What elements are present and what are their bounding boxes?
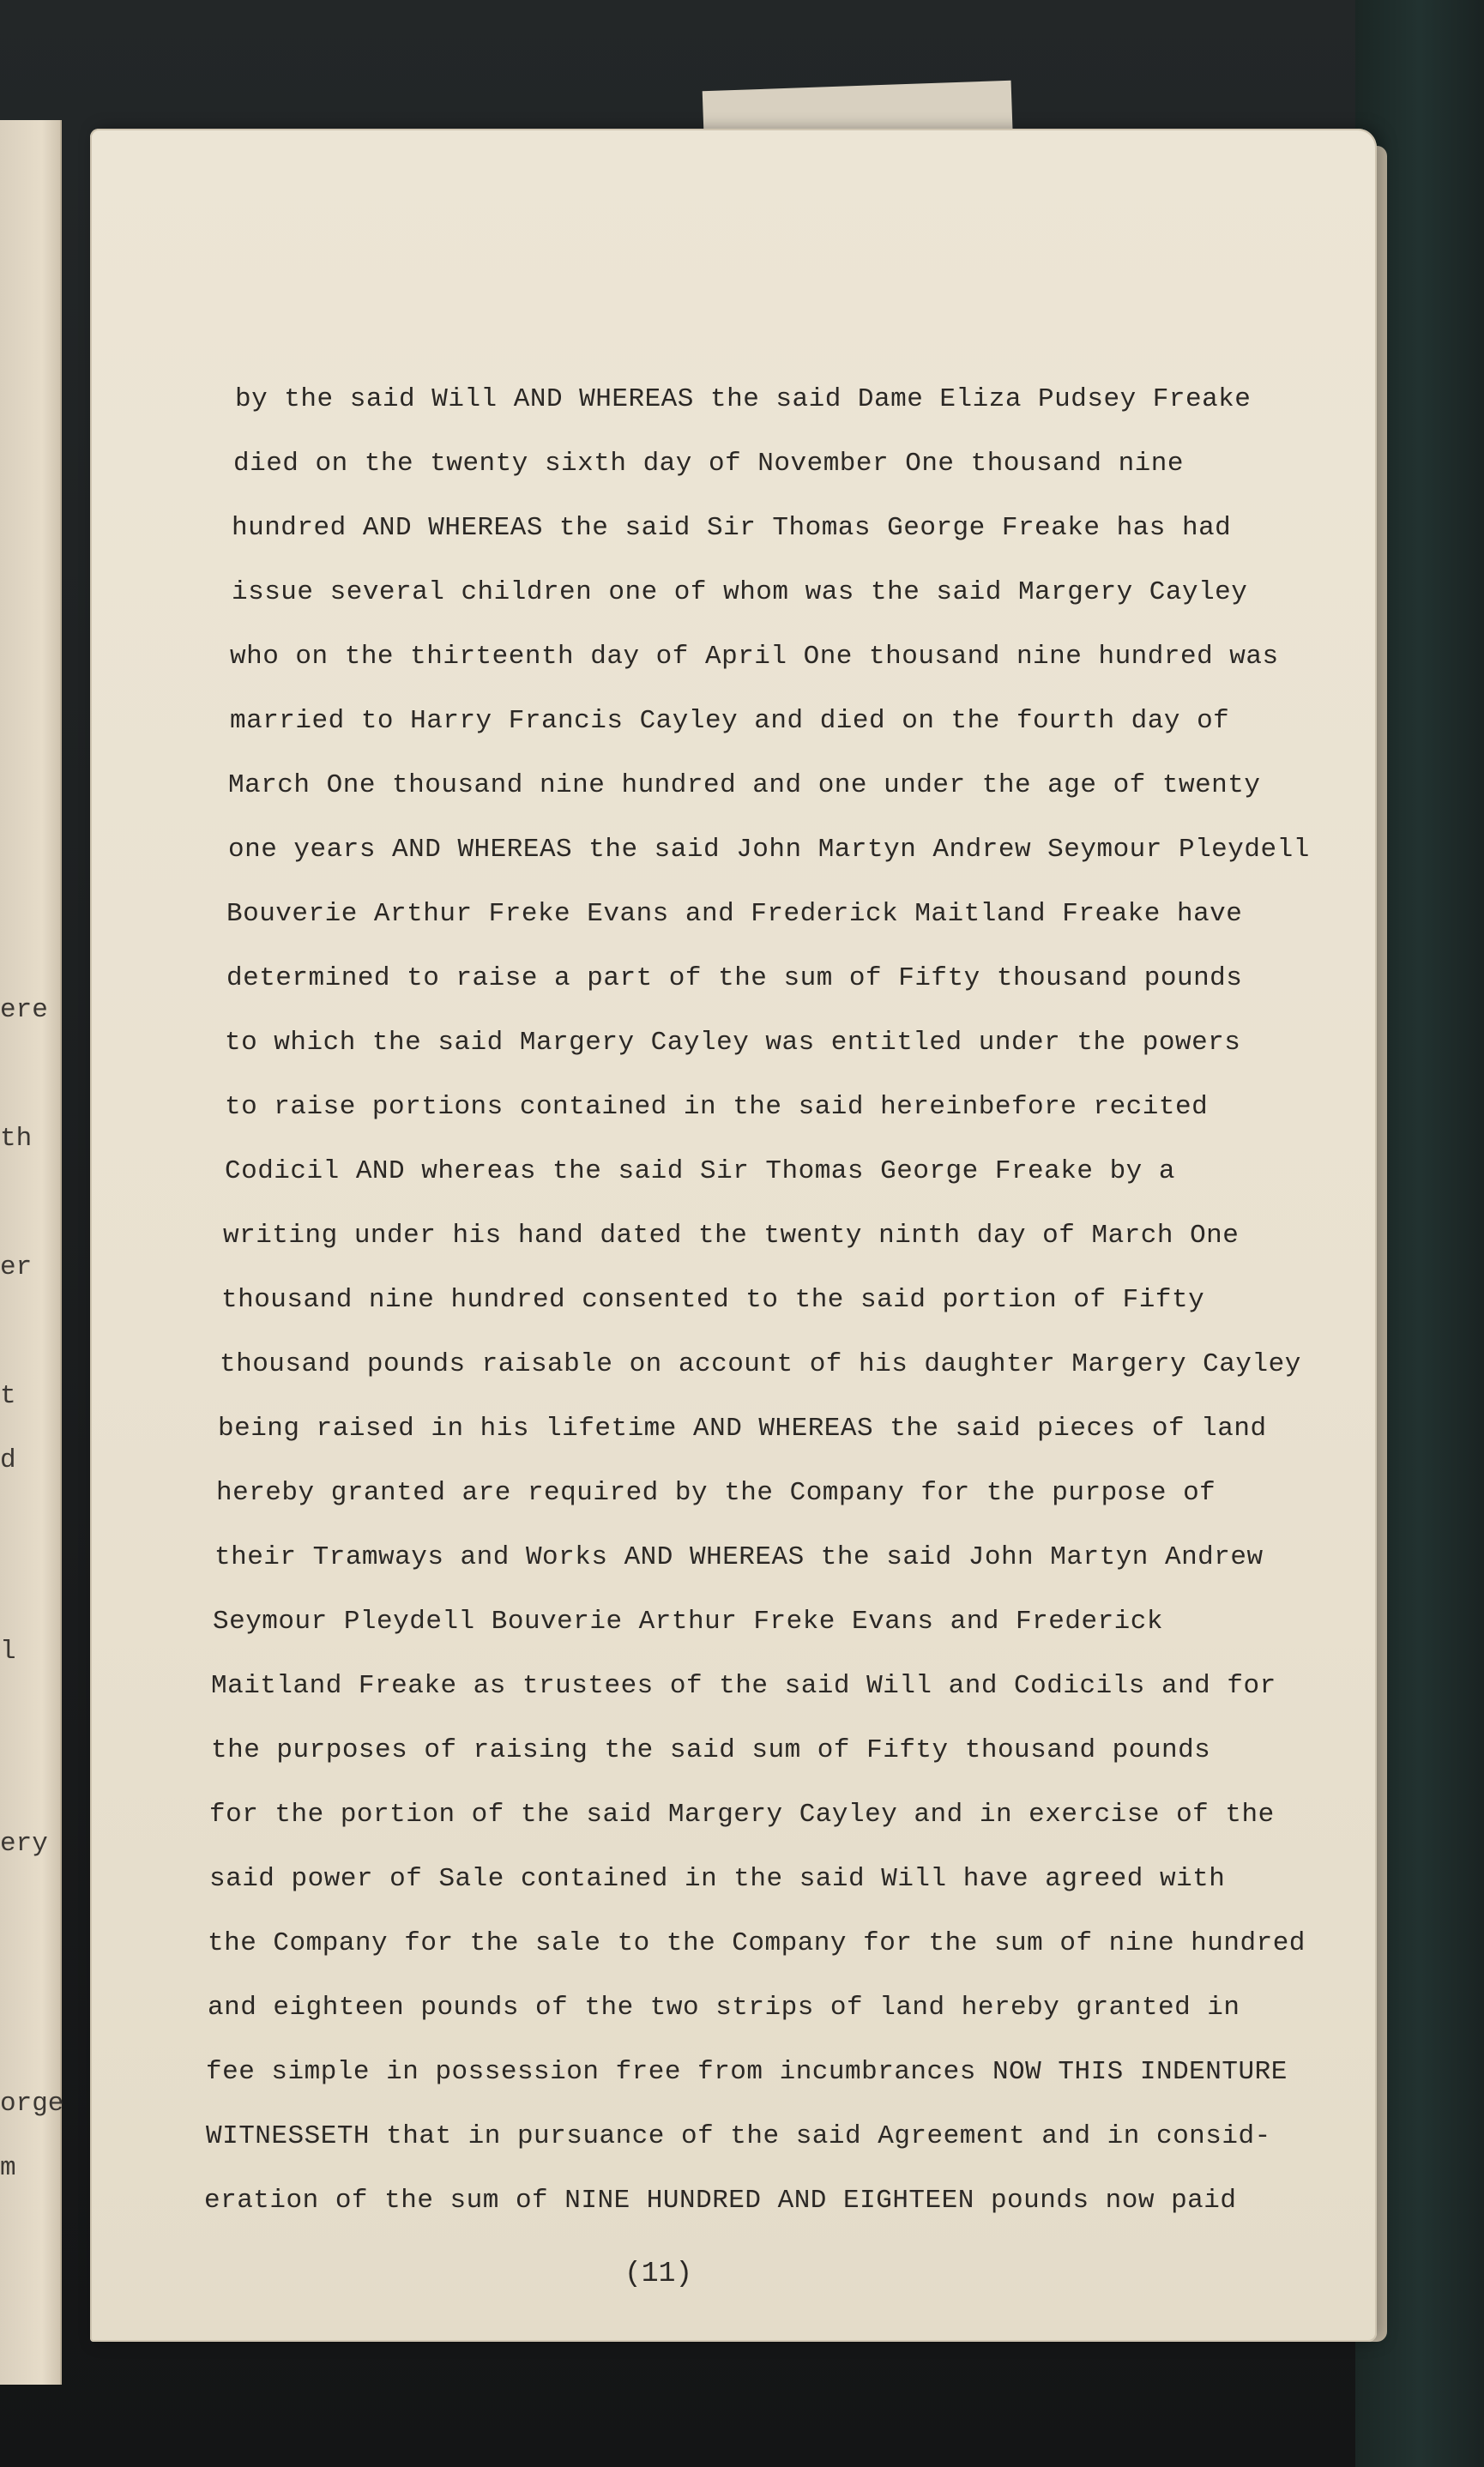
body-line: hundred AND WHEREAS the said Sir Thomas George Freake has had bbox=[232, 513, 1232, 543]
body-line: issue several children one of whom was the said Margery Cayley bbox=[232, 577, 1248, 607]
body-line: eration of the sum of NINE HUNDRED AND EIGHTEEN pounds now paid bbox=[204, 2186, 1237, 2216]
body-line: Codicil AND whereas the said Sir Thomas George Freake by a bbox=[225, 1156, 1175, 1186]
body-line: said power of Sale contained in the said Will have agreed with bbox=[209, 1864, 1226, 1894]
left-page-fragment: er bbox=[0, 1252, 33, 1282]
body-line: writing under his hand dated the twenty ninth day of March One bbox=[223, 1221, 1240, 1251]
body-line: hereby granted are required by the Company for the purpose of bbox=[216, 1478, 1216, 1508]
body-line: the Company for the sale to the Company for the sum of nine hundred bbox=[208, 1928, 1306, 1958]
body-line: WITNESSETH that in pursuance of the said Agreement and in consid- bbox=[206, 2121, 1271, 2151]
body-line: died on the twenty sixth day of November One thousand nine bbox=[233, 449, 1184, 479]
body-line: thousand nine hundred consented to the said portion of Fifty bbox=[221, 1285, 1205, 1315]
body-line: who on the thirteenth day of April One thousand nine hundred was bbox=[230, 642, 1279, 672]
body-line: by the said Will AND WHEREAS the said Dame Eliza Pudsey Freake bbox=[235, 384, 1252, 414]
left-page-fragment: d bbox=[0, 1445, 16, 1475]
left-page-fragment: orge bbox=[0, 2089, 64, 2119]
body-line: thousand pounds raisable on account of his daughter Margery Cayley bbox=[220, 1349, 1301, 1379]
body-line: their Tramways and Works AND WHEREAS the said John Martyn Andrew bbox=[214, 1542, 1264, 1572]
body-line: to which the said Margery Cayley was entitled under the powers bbox=[225, 1028, 1241, 1058]
body-line: being raised in his lifetime AND WHEREAS the said pieces of land bbox=[218, 1414, 1267, 1444]
body-line: Seymour Pleydell Bouverie Arthur Freke Evans and Frederick bbox=[213, 1607, 1163, 1637]
body-line: Bouverie Arthur Freke Evans and Frederick Maitland Freake have bbox=[226, 899, 1243, 929]
body-line: March One thousand nine hundred and one under the age of twenty bbox=[228, 770, 1261, 800]
left-page-fragment: ery bbox=[0, 1829, 48, 1859]
left-page-fragment: t bbox=[0, 1381, 16, 1411]
left-page-fragment: ere bbox=[0, 995, 48, 1025]
left-page-fragment: l bbox=[0, 1637, 16, 1667]
body-line: one years AND WHEREAS the said John Martyn Andrew Seymour Pleydell bbox=[228, 835, 1310, 865]
body-line: for the portion of the said Margery Cayley and in exercise of the bbox=[209, 1800, 1275, 1830]
left-page-fragment: th bbox=[0, 1124, 33, 1154]
body-line: and eighteen pounds of the two strips of land hereby granted in bbox=[208, 1993, 1240, 2023]
left-page-fragment: m bbox=[0, 2153, 16, 2183]
body-line: married to Harry Francis Cayley and died on the fourth day of bbox=[230, 706, 1230, 736]
body-line: the purposes of raising the said sum of Fifty thousand pounds bbox=[211, 1735, 1211, 1765]
body-line: determined to raise a part of the sum of Fifty thousand pounds bbox=[226, 963, 1243, 993]
body-line: Maitland Freake as trustees of the said Will and Codicils and for bbox=[211, 1671, 1276, 1701]
body-line: fee simple in possession free from incumbrances NOW THIS INDENTURE bbox=[206, 2057, 1288, 2087]
page-number: (11) bbox=[624, 2258, 693, 2289]
body-line: to raise portions contained in the said hereinbefore recited bbox=[225, 1092, 1209, 1122]
